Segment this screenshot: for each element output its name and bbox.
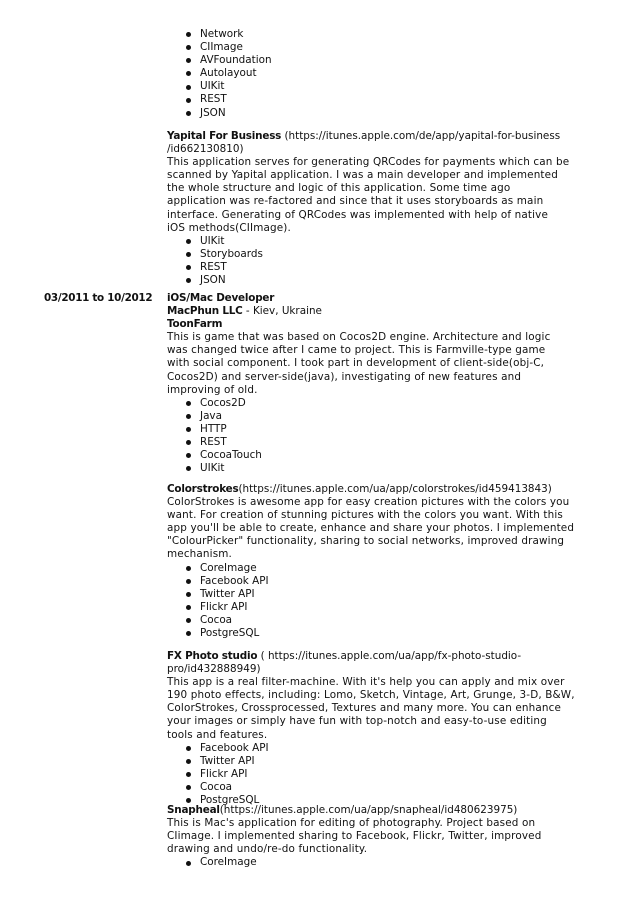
bullet-icon	[186, 414, 191, 419]
bullet-icon	[186, 98, 191, 103]
tech-item	[167, 93, 597, 106]
bullet-icon	[186, 252, 191, 257]
tech-label: CocoaTouch	[200, 449, 262, 462]
tech-item	[167, 67, 597, 80]
tech-label: HTTP	[200, 422, 227, 435]
description-line: This is Mac's application for editing of photography. Project based on	[167, 817, 536, 830]
yapital-project	[167, 130, 597, 287]
tech-label: REST	[200, 93, 227, 106]
description-line: mechanism.	[167, 548, 232, 561]
description-line: drawing and undo/re-do functionality.	[167, 843, 368, 856]
tech-label: CoreImage	[200, 561, 257, 574]
tech-label: PostgreSQL	[200, 794, 260, 807]
tech-label: Network	[200, 28, 244, 40]
bullet-icon	[186, 592, 191, 597]
description-line: tools and features.	[167, 728, 268, 741]
bullet-icon	[186, 278, 191, 283]
bullet-icon	[186, 798, 191, 803]
yapital-url: (https://itunes.apple.com/de/app/yapital-for-business /id662130810)	[167, 130, 561, 156]
snapheal-title-line	[167, 804, 597, 817]
toonfarm-description	[167, 331, 597, 396]
tech-label: UIKit	[200, 462, 225, 475]
tech-label: PostgreSQL	[200, 627, 260, 640]
bullet-icon	[186, 239, 191, 244]
description-line: Cocos2D) and server-side(java), investigating of new features and	[167, 370, 522, 383]
tech-label: Flickr API	[200, 767, 248, 780]
bullet-icon	[186, 265, 191, 270]
description-line: application was re-factored and since that it uses storyboards as main	[167, 195, 544, 208]
bullet-icon	[186, 453, 191, 458]
bullet-icon	[186, 111, 191, 116]
tech-item	[167, 436, 597, 449]
description-line: improving of old.	[167, 383, 258, 396]
tech-item	[167, 423, 597, 436]
tech-item	[167, 856, 597, 869]
bullet-icon	[186, 58, 191, 63]
toonfarm-tech-list	[167, 397, 597, 476]
colorstrokes-tech-list	[167, 562, 597, 641]
bullet-icon	[186, 759, 191, 764]
tech-item	[167, 768, 597, 781]
fxphoto-description	[167, 676, 597, 741]
tech-label: Twitter API	[200, 587, 255, 600]
tech-label: Java	[200, 409, 222, 422]
tech-item	[167, 41, 597, 54]
description-line: "ColourPicker" functionality, sharing to social networks, improved drawing	[167, 535, 565, 548]
top-tech-section	[167, 28, 597, 120]
job-dates: 03/2011 to 10/2012	[44, 292, 153, 304]
tech-item	[167, 562, 597, 575]
yapital-name: Yapital For Business	[167, 130, 282, 142]
fxphoto-tech-list	[167, 742, 597, 807]
tech-item	[167, 28, 597, 41]
bullet-icon	[186, 605, 191, 610]
tech-item	[167, 248, 597, 261]
tech-label: REST	[200, 260, 227, 273]
job-location: - Kiev, Ukraine	[242, 305, 322, 318]
tech-item	[167, 462, 597, 475]
tech-label: Cocoa	[200, 613, 233, 626]
snapheal-project	[167, 804, 597, 869]
fxphoto-name: FX Photo studio	[167, 650, 258, 662]
bullet-icon	[186, 32, 191, 37]
bullet-icon	[186, 71, 191, 76]
bullet-icon	[186, 566, 191, 571]
colorstrokes-title-line	[167, 483, 597, 496]
description-line: interface. Generating of QRCodes was implemented with help of native	[167, 208, 548, 221]
colorstrokes-project	[167, 483, 597, 640]
tech-item	[167, 601, 597, 614]
yapital-tech-list	[167, 235, 597, 287]
tech-item	[167, 627, 597, 640]
bullet-icon	[186, 772, 191, 777]
tech-item	[167, 588, 597, 601]
tech-label: UIKit	[200, 80, 225, 93]
description-line: 190 photo effects, including: Lomo, Sketch, Vintage, Art, Grunge, 3-D, B&W,	[167, 689, 575, 702]
yapital-title-line	[167, 130, 597, 156]
colorstrokes-url: (https://itunes.apple.com/ua/app/colorstrokes/id459413843)	[238, 483, 552, 495]
tech-item	[167, 410, 597, 423]
tech-item	[167, 80, 597, 93]
tech-item	[167, 614, 597, 627]
description-line: scanned by Yapital application. I was a main developer and implemented	[167, 169, 558, 182]
tech-item	[167, 781, 597, 794]
fxphoto-project	[167, 650, 597, 807]
tech-item	[167, 575, 597, 588]
top-tech-list	[167, 28, 597, 120]
tech-label: Facebook API	[200, 574, 269, 587]
description-line: was changed twice after I came to project. This is Farmville-type game	[167, 344, 546, 357]
snapheal-name: Snapheal	[167, 804, 220, 816]
description-line: want. For creation of stunning pictures with the colors you want. With this	[167, 509, 563, 522]
tech-item	[167, 397, 597, 410]
description-line: This app is a real filter-machine. With it's help you can apply and mix over	[167, 676, 565, 689]
bullet-icon	[186, 45, 191, 50]
description-line: your images or simply have fun with top-notch and easy-to-use editing	[167, 715, 547, 728]
tech-label: JSON	[200, 106, 226, 119]
bullet-icon	[186, 861, 191, 866]
tech-label: Facebook API	[200, 741, 269, 754]
yapital-description	[167, 156, 597, 235]
job-company-line	[167, 305, 597, 318]
tech-label: Cocos2D	[200, 396, 246, 409]
tech-item	[167, 274, 597, 287]
tech-item	[167, 261, 597, 274]
bullet-icon	[186, 618, 191, 623]
tech-label: CoreImage	[200, 856, 257, 869]
fxphoto-title-line	[167, 650, 597, 676]
description-line: ColorStrokes, Crossprocessed, Textures and many more. You can enhance	[167, 702, 562, 715]
snapheal-description	[167, 817, 597, 856]
description-line: This is game that was based on Cocos2D engine. Architecture and logic	[167, 331, 551, 344]
description-line: CIimage. I implemented sharing to Facebook, Flickr, Twitter, improved	[167, 830, 542, 843]
tech-item	[167, 755, 597, 768]
bullet-icon	[186, 466, 191, 471]
tech-label: Flickr API	[200, 600, 248, 613]
description-line: This application serves for generating QRCodes for payments which can be	[167, 156, 570, 169]
bullet-icon	[186, 785, 191, 790]
tech-item	[167, 449, 597, 462]
tech-item	[167, 235, 597, 248]
tech-label: Twitter API	[200, 754, 255, 767]
tech-label: Cocoa	[200, 780, 233, 793]
tech-label: Storyboards	[200, 247, 263, 260]
colorstrokes-name: Colorstrokes	[167, 483, 239, 495]
tech-label: Autolayout	[200, 67, 257, 80]
tech-item	[167, 107, 597, 120]
snapheal-url: (https://itunes.apple.com/ua/app/snapheal/id480623975)	[219, 804, 518, 816]
tech-label: CIImage	[200, 41, 243, 54]
job-title: iOS/Mac Developer	[167, 292, 275, 304]
tech-item	[167, 54, 597, 67]
bullet-icon	[186, 579, 191, 584]
bullet-icon	[186, 746, 191, 751]
description-line: ColorStrokes is awesome app for easy creation pictures with the colors you	[167, 496, 570, 509]
bullet-icon	[186, 631, 191, 636]
fxphoto-url: ( https://itunes.apple.com/ua/app/fx-photo-studio- pro/id432888949)	[167, 650, 522, 676]
job-section	[167, 292, 597, 475]
bullet-icon	[186, 427, 191, 432]
tech-label: UIKit	[200, 234, 225, 247]
colorstrokes-description	[167, 496, 597, 561]
tech-label: AVFoundation	[200, 54, 272, 67]
description-line: app you'll be able to create, enhance and share your photos. I implemented	[167, 522, 575, 535]
job-project-title: ToonFarm	[167, 318, 223, 331]
tech-item	[167, 742, 597, 755]
tech-label: REST	[200, 436, 227, 449]
bullet-icon	[186, 440, 191, 445]
snapheal-tech-list	[167, 856, 597, 869]
description-line: the whole structure and logic of this application. Some time ago	[167, 182, 511, 195]
bullet-icon	[186, 85, 191, 90]
tech-label: JSON	[200, 274, 226, 287]
bullet-icon	[186, 401, 191, 406]
description-line: with social component. I took part in development of client-side(obj-C,	[167, 357, 545, 370]
description-line: iOS methods(CIImage).	[167, 221, 291, 234]
job-company: MacPhun LLC	[167, 305, 243, 318]
